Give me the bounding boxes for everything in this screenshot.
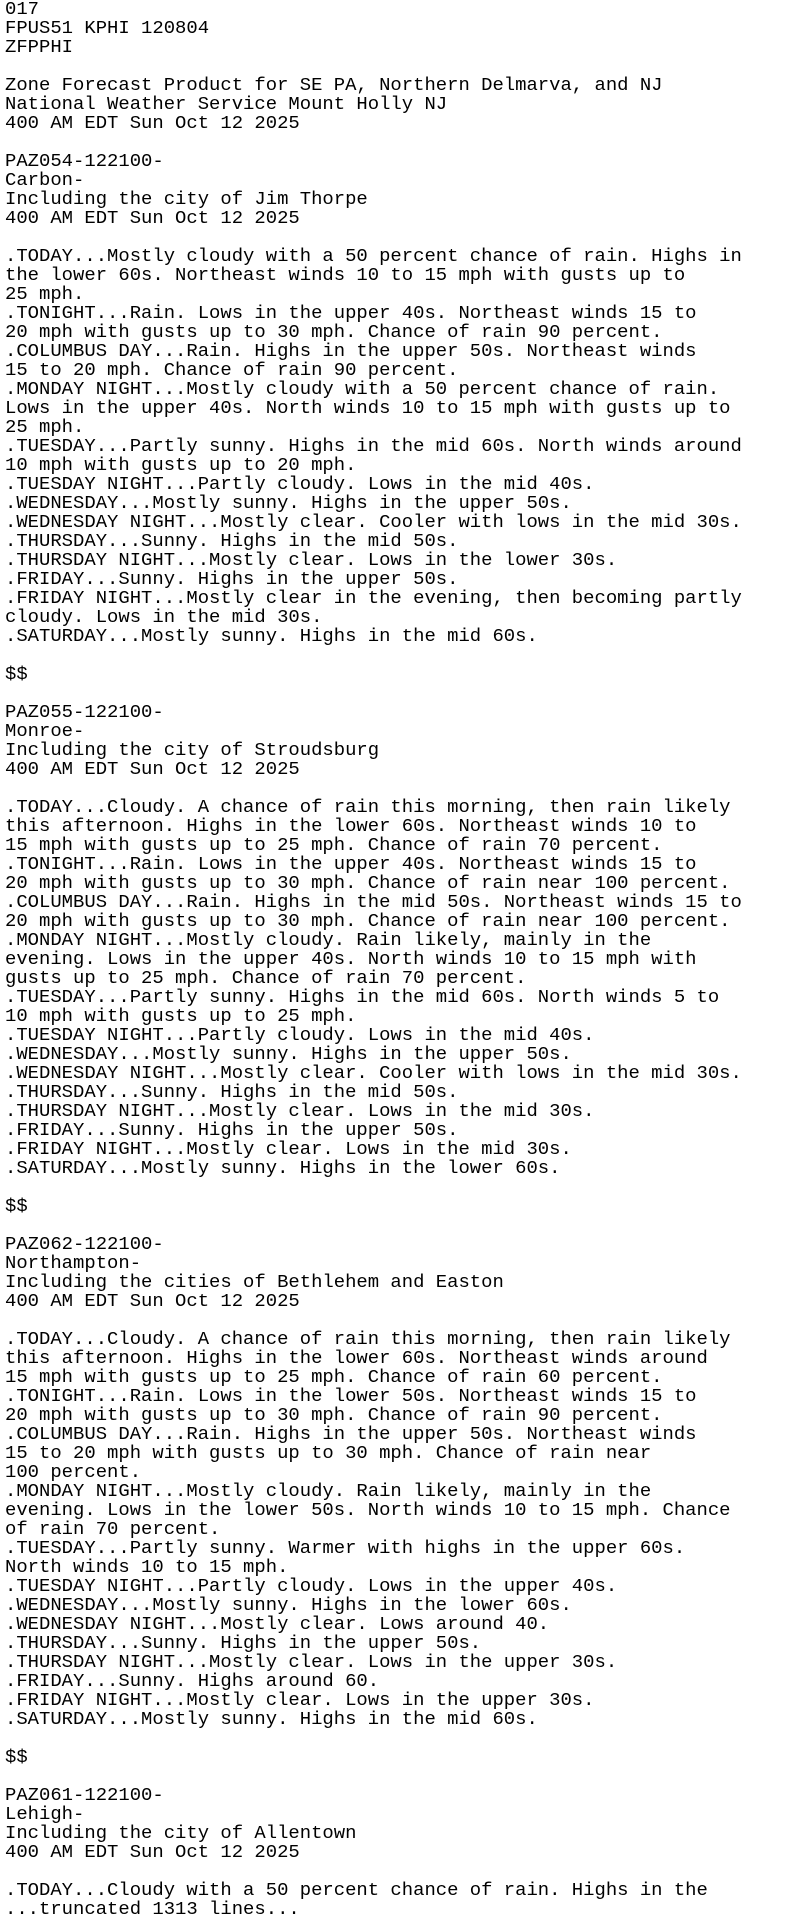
forecast-line: 20 mph with gusts up to 30 mph. Chance of rain 90 percent. xyxy=(5,321,663,343)
forecast-line: 10 mph with gusts up to 25 mph. xyxy=(5,1005,357,1027)
forecast-line: .COLUMBUS DAY...Rain. Highs in the upper 50s. Northeast winds xyxy=(5,340,697,362)
forecast-line: North winds 10 to 15 mph. xyxy=(5,1556,289,1578)
header-line: National Weather Service Mount Holly NJ xyxy=(5,93,448,115)
zone-end-marker: $$ xyxy=(5,1195,28,1217)
forecast-line: 10 mph with gusts up to 20 mph. xyxy=(5,454,357,476)
forecast-line: .THURSDAY NIGHT...Mostly clear. Lows in the lower 30s. xyxy=(5,549,618,571)
forecast-line: .FRIDAY...Sunny. Highs in the upper 50s. xyxy=(5,568,459,590)
forecast-line: 25 mph. xyxy=(5,416,85,438)
forecast-line: .WEDNESDAY...Mostly sunny. Highs in the upper 50s. xyxy=(5,1043,572,1065)
forecast-line: .WEDNESDAY NIGHT...Mostly clear. Lows around 40. xyxy=(5,1613,550,1635)
forecast-line: the lower 60s. Northeast winds 10 to 15 mph with gusts up to xyxy=(5,264,686,286)
forecast-line: .THURSDAY...Sunny. Highs in the mid 50s. xyxy=(5,1081,459,1103)
zone-code: PAZ054-122100- xyxy=(5,150,164,172)
zone-cities: Including the cities of Bethlehem and Easton xyxy=(5,1271,504,1293)
forecast-line: .TUESDAY...Partly sunny. Highs in the mid 60s. North winds 5 to xyxy=(5,986,720,1008)
forecast-line: of rain 70 percent. xyxy=(5,1518,221,1540)
forecast-line: evening. Lows in the upper 40s. North winds 10 to 15 mph with xyxy=(5,948,697,970)
forecast-line: this afternoon. Highs in the lower 60s. Northeast winds around xyxy=(5,1347,708,1369)
header-line: 400 AM EDT Sun Oct 12 2025 xyxy=(5,112,300,134)
forecast-line: .WEDNESDAY NIGHT...Mostly clear. Cooler with lows in the mid 30s. xyxy=(5,511,742,533)
forecast-line: .TUESDAY...Partly sunny. Highs in the mid 60s. North winds around xyxy=(5,435,742,457)
forecast-line: 20 mph with gusts up to 30 mph. Chance of rain near 100 percent. xyxy=(5,872,731,894)
forecast-line: evening. Lows in the lower 50s. North winds 10 to 15 mph. Chance xyxy=(5,1499,731,1521)
zone-forecast-block xyxy=(5,1786,790,1900)
forecast-line: this afternoon. Highs in the lower 60s. Northeast winds 10 to xyxy=(5,815,697,837)
product-header xyxy=(5,0,790,152)
forecast-line: .MONDAY NIGHT...Mostly cloudy. Rain likely, mainly in the xyxy=(5,929,652,951)
forecast-line: 100 percent. xyxy=(5,1461,142,1483)
forecast-line: .TONIGHT...Rain. Lows in the upper 40s. Northeast winds 15 to xyxy=(5,302,697,324)
forecast-line: .COLUMBUS DAY...Rain. Highs in the upper 50s. Northeast winds xyxy=(5,1423,697,1445)
forecast-line: .TODAY...Cloudy with a 50 percent chance of rain. Highs in the xyxy=(5,1879,708,1901)
zone-end-marker: $$ xyxy=(5,663,28,685)
forecast-line: .THURSDAY NIGHT...Mostly clear. Lows in the upper 30s. xyxy=(5,1651,618,1673)
forecast-line: 15 mph with gusts up to 25 mph. Chance of rain 60 percent. xyxy=(5,1366,663,1388)
forecast-line: .FRIDAY...Sunny. Highs in the upper 50s. xyxy=(5,1119,459,1141)
forecast-line: .COLUMBUS DAY...Rain. Highs in the mid 50s. Northeast winds 15 to xyxy=(5,891,742,913)
zone-end-marker: $$ xyxy=(5,1746,28,1768)
forecast-line: 20 mph with gusts up to 30 mph. Chance of rain near 100 percent. xyxy=(5,910,731,932)
forecast-line: .SATURDAY...Mostly sunny. Highs in the lower 60s. xyxy=(5,1157,561,1179)
forecast-line xyxy=(5,1729,790,1748)
header-line: ZFPPHI xyxy=(5,36,74,58)
forecast-line: 15 mph with gusts up to 25 mph. Chance of rain 70 percent. xyxy=(5,834,663,856)
zone-forecast-block xyxy=(5,152,790,703)
header-line: Zone Forecast Product for SE PA, Northern Delmarva, and NJ xyxy=(5,74,663,96)
forecast-line xyxy=(5,646,790,665)
forecast-line: cloudy. Lows in the mid 30s. xyxy=(5,606,323,628)
forecast-line xyxy=(5,1178,790,1197)
forecast-line: gusts up to 25 mph. Chance of rain 70 percent. xyxy=(5,967,527,989)
forecast-line: 25 mph. xyxy=(5,283,85,305)
forecast-line: .TUESDAY NIGHT...Partly cloudy. Lows in the mid 40s. xyxy=(5,473,595,495)
zone-name: Carbon- xyxy=(5,169,85,191)
forecast-line: .TONIGHT...Rain. Lows in the lower 50s. Northeast winds 15 to xyxy=(5,1385,697,1407)
forecast-line: .TUESDAY NIGHT...Partly cloudy. Lows in the mid 40s. xyxy=(5,1024,595,1046)
forecast-line: .WEDNESDAY NIGHT...Mostly clear. Cooler with lows in the mid 30s. xyxy=(5,1062,742,1084)
forecast-line: 15 to 20 mph. Chance of rain 90 percent. xyxy=(5,359,459,381)
forecast-line: .FRIDAY...Sunny. Highs around 60. xyxy=(5,1670,380,1692)
truncation-note: ...truncated 1313 lines... xyxy=(5,1898,300,1920)
forecast-line: 15 to 20 mph with gusts up to 30 mph. Chance of rain near xyxy=(5,1442,652,1464)
zone-name: Northampton- xyxy=(5,1252,142,1274)
forecast-line: .THURSDAY NIGHT...Mostly clear. Lows in the mid 30s. xyxy=(5,1100,595,1122)
zone-forecast-block xyxy=(5,1235,790,1786)
issue-time: 400 AM EDT Sun Oct 12 2025 xyxy=(5,758,300,780)
zone-name: Monroe- xyxy=(5,720,85,742)
forecast-line: .FRIDAY NIGHT...Mostly clear. Lows in the upper 30s. xyxy=(5,1689,595,1711)
zone-cities: Including the city of Stroudsburg xyxy=(5,739,380,761)
zone-cities: Including the city of Jim Thorpe xyxy=(5,188,368,210)
zone-code: PAZ062-122100- xyxy=(5,1233,164,1255)
forecast-line: .TODAY...Cloudy. A chance of rain this morning, then rain likely xyxy=(5,796,731,818)
forecast-line: .MONDAY NIGHT...Mostly cloudy with a 50 percent chance of rain. xyxy=(5,378,720,400)
forecast-line: .TONIGHT...Rain. Lows in the upper 40s. Northeast winds 15 to xyxy=(5,853,697,875)
forecast-line: .WEDNESDAY...Mostly sunny. Highs in the upper 50s. xyxy=(5,492,572,514)
forecast-line: .THURSDAY...Sunny. Highs in the mid 50s. xyxy=(5,530,459,552)
header-line: FPUS51 KPHI 120804 xyxy=(5,17,210,39)
forecast-line: .TODAY...Cloudy. A chance of rain this morning, then rain likely xyxy=(5,1328,731,1350)
forecast-line: 20 mph with gusts up to 30 mph. Chance of rain 90 percent. xyxy=(5,1404,663,1426)
forecast-line: .WEDNESDAY...Mostly sunny. Highs in the lower 60s. xyxy=(5,1594,572,1616)
forecast-line: .FRIDAY NIGHT...Mostly clear. Lows in the mid 30s. xyxy=(5,1138,572,1160)
forecast-line: .SATURDAY...Mostly sunny. Highs in the mid 60s. xyxy=(5,1708,538,1730)
zone-name: Lehigh- xyxy=(5,1803,85,1825)
forecast-line: Lows in the upper 40s. North winds 10 to 15 mph with gusts up to xyxy=(5,397,731,419)
forecast-line: .MONDAY NIGHT...Mostly cloudy. Rain likely, mainly in the xyxy=(5,1480,652,1502)
forecast-line: .THURSDAY...Sunny. Highs in the upper 50s. xyxy=(5,1632,482,1654)
zone-code: PAZ055-122100- xyxy=(5,701,164,723)
forecast-line: .SATURDAY...Mostly sunny. Highs in the mid 60s. xyxy=(5,625,538,647)
forecast-line: .TODAY...Mostly cloudy with a 50 percent chance of rain. Highs in xyxy=(5,245,742,267)
zone-code: PAZ061-122100- xyxy=(5,1784,164,1806)
forecast-line: .TUESDAY NIGHT...Partly cloudy. Lows in the upper 40s. xyxy=(5,1575,618,1597)
issue-time: 400 AM EDT Sun Oct 12 2025 xyxy=(5,207,300,229)
header-line: 017 xyxy=(5,0,40,20)
issue-time: 400 AM EDT Sun Oct 12 2025 xyxy=(5,1841,300,1863)
zone-cities: Including the city of Allentown xyxy=(5,1822,357,1844)
zone-forecast-block xyxy=(5,703,790,1235)
forecast-line: .TUESDAY...Partly sunny. Warmer with highs in the upper 60s. xyxy=(5,1537,686,1559)
issue-time: 400 AM EDT Sun Oct 12 2025 xyxy=(5,1290,300,1312)
forecast-line: .FRIDAY NIGHT...Mostly clear in the evening, then becoming partly xyxy=(5,587,742,609)
